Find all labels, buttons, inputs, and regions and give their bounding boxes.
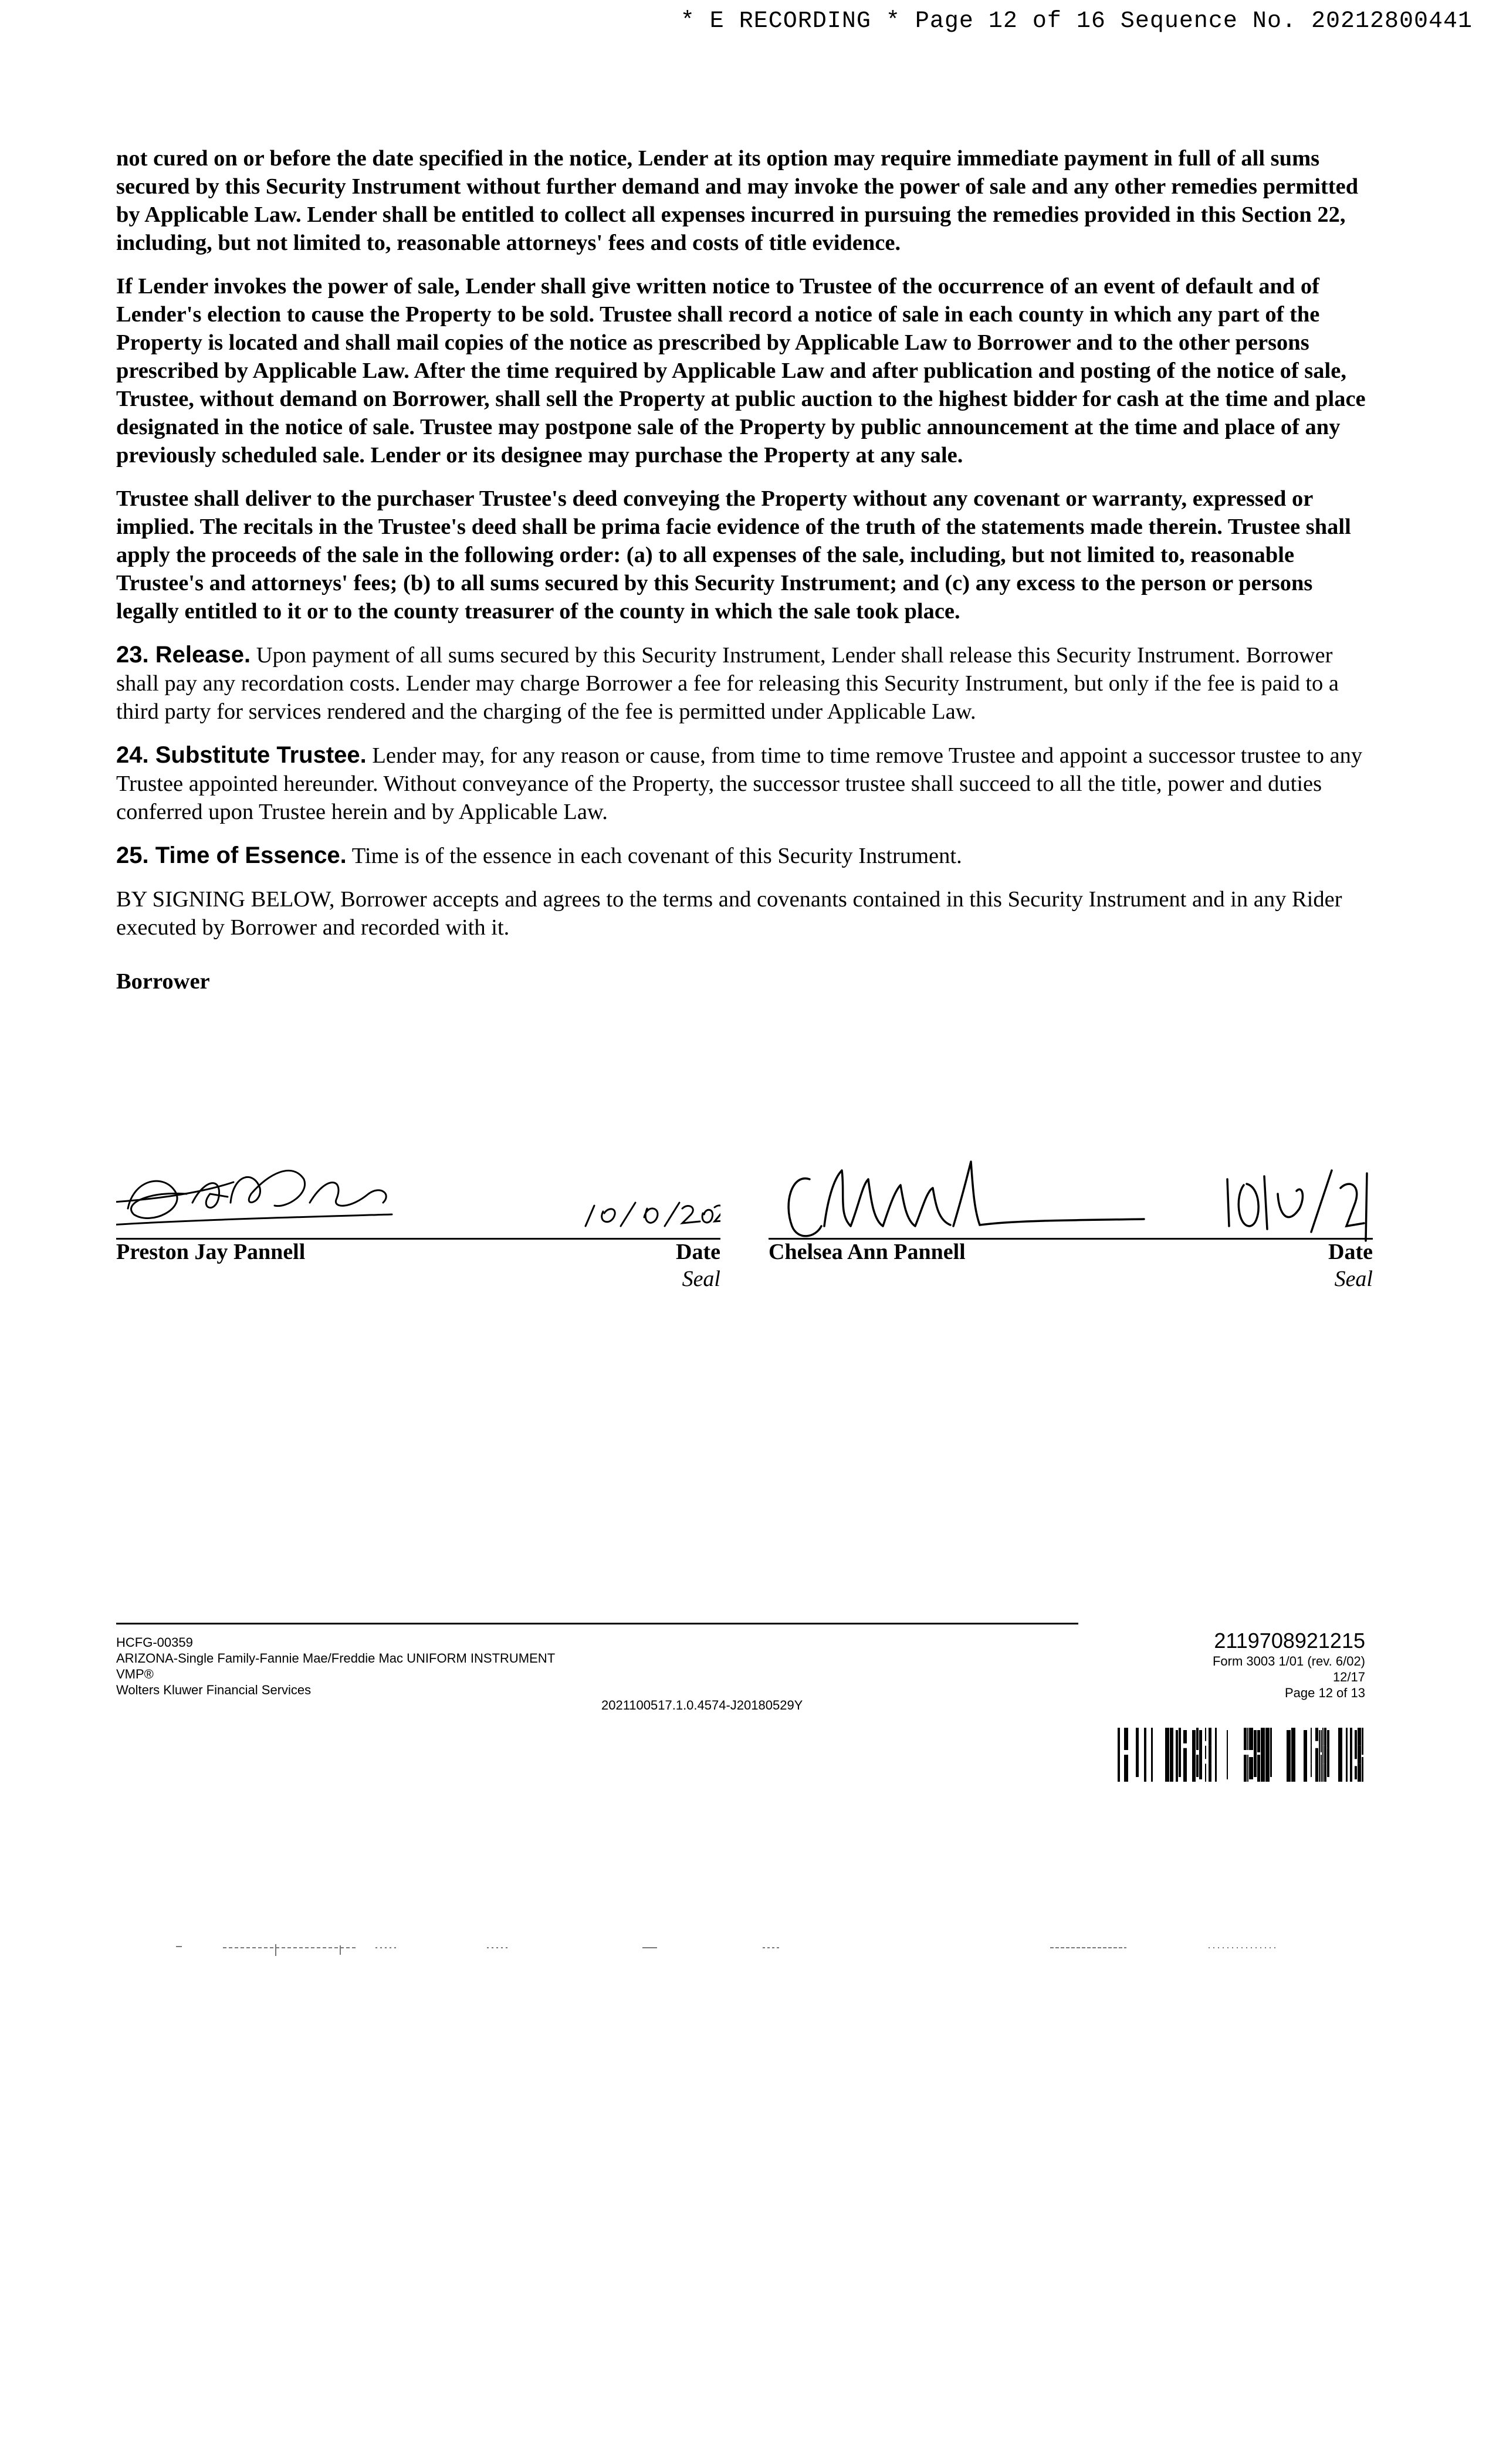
page-number: Page 12 of 13: [1284, 1685, 1365, 1700]
scan-artifact: [0, 1936, 1496, 1959]
section-25-text: Time is of the essence in each covenant of this Security Instrument.: [351, 844, 962, 868]
footer-rule: [116, 1623, 1078, 1624]
revision: 12/17: [1332, 1670, 1365, 1684]
section-24-title: 24. Substitute Trustee.: [116, 742, 367, 768]
signature-block-chelsea: [769, 1138, 1373, 1302]
publisher: Wolters Kluwer Financial Services: [116, 1683, 312, 1697]
section-23-title: 23. Release.: [116, 642, 251, 668]
paragraph-power-of-sale: If Lender invokes the power of sale, Lender shall give written notice to Trustee of the occurrence of an event of default and of Lender's election to cause the Property to be sold. Trustee shall record a notice of sale in each county in which any part of the Property is located and shall mail copies of the notice as prescribed by Applicable Law to Borrower and to the other persons prescribed by Applicable Law. After the time required by Applicable Law and after publication and posting of the notice of sale, Trustee, without demand on Borrower, shall sell the Property at public auction to the highest bidder for cash at the time and place designated in the notice of sale. Trustee may postpone sale of the Property by public announcement at the time and place of any previously scheduled sale. Lender or its designee may purchase the Property at any sale.: [116, 274, 1366, 468]
paragraph-trustee-deed: Trustee shall deliver to the purchaser Trustee's deed conveying the Property without any covenant or warranty, expressed or implied. The recitals in the Trustee's deed shall be prima facie evidence of the truth of the statements made therein. Trustee shall apply the proceeds of the sale in the following order: (a) to all expenses of the sale, including, but not limited to, reasonable Trustee's and attorneys' fees; (b) to all sums secured by this Security Instrument; and (c) any excess to the person or persons legally entitled to it or to the county treasurer of the county in which the sale took place.: [116, 486, 1351, 624]
section-24-text: Lender may, for any reason or cause, from time to time remove Trustee and appoint a successor trustee to any Trustee appointed hereunder. Without conveyance of the Property, the successor trustee shall succeed to all the title, power and duties conferred upon Trustee herein and by Applicable Law.: [116, 743, 1363, 824]
footer-left: [116, 1634, 555, 1698]
signature-block-preston: [116, 1138, 720, 1302]
instrument-title: ARIZONA-Single Family-Fannie Mae/Freddie Mac UNIFORM INSTRUMENT: [116, 1651, 556, 1666]
vmp-label: VMP®: [116, 1667, 154, 1681]
seal-label: Seal: [1334, 1267, 1373, 1291]
paragraph-remedies: not cured on or before the date specified in the notice, Lender at its option may require immediate payment in full of all sums secured by this Security Instrument without further demand and may invoke the power of sale and any other remedies permitted by Applicable Law. Lender shall be entitled to collect all expenses incurred in pursuing the remedies provided in this Section 22, including, but not limited to, reasonable attorneys' fees and costs of title evidence.: [116, 146, 1359, 255]
section-23-text: Upon payment of all sums secured by this Security Instrument, Lender shall release this Security Instrument. Borrower shall pay any recordation costs. Lender may charge Borrower a fee for releasing this Security Instrument, but only if the fee is paid to a third party for services rendered and the charging of the fee is permitted under Applicable Law.: [116, 643, 1339, 724]
seal-label: Seal: [682, 1267, 720, 1291]
barcode: [1118, 1728, 1365, 1782]
document-id: 2021100517.1.0.4574-J20180529Y: [601, 1698, 803, 1712]
footer-right: [1213, 1629, 1365, 1701]
section-24-substitute-trustee: [116, 741, 1377, 826]
signer-name: Preston Jay Pannell: [116, 1240, 306, 1264]
borrower-label: Borrower: [116, 969, 210, 994]
section-25-time-of-essence: [116, 841, 1377, 870]
signing-statement: BY SIGNING BELOW, Borrower accepts and agrees to the terms and covenants contained in this Security Instrument and in any Rider executed by Borrower and recorded with it.: [116, 887, 1342, 940]
date-label: Date: [676, 1240, 720, 1264]
section-25-title: 25. Time of Essence.: [116, 842, 347, 868]
recording-header: * E RECORDING * Page 12 of 16 Sequence No. 20212800441: [680, 8, 1473, 35]
section-23-release: [116, 641, 1377, 726]
loan-number: 2119708921215: [1214, 1629, 1365, 1653]
form-number: Form 3003 1/01 (rev. 6/02): [1212, 1654, 1365, 1668]
handwritten-signature-preston: [116, 1138, 720, 1244]
form-code: HCFG-00359: [116, 1635, 193, 1650]
document-body: [116, 144, 1377, 994]
signer-name: Chelsea Ann Pannell: [769, 1240, 966, 1264]
date-label: Date: [1328, 1240, 1373, 1264]
